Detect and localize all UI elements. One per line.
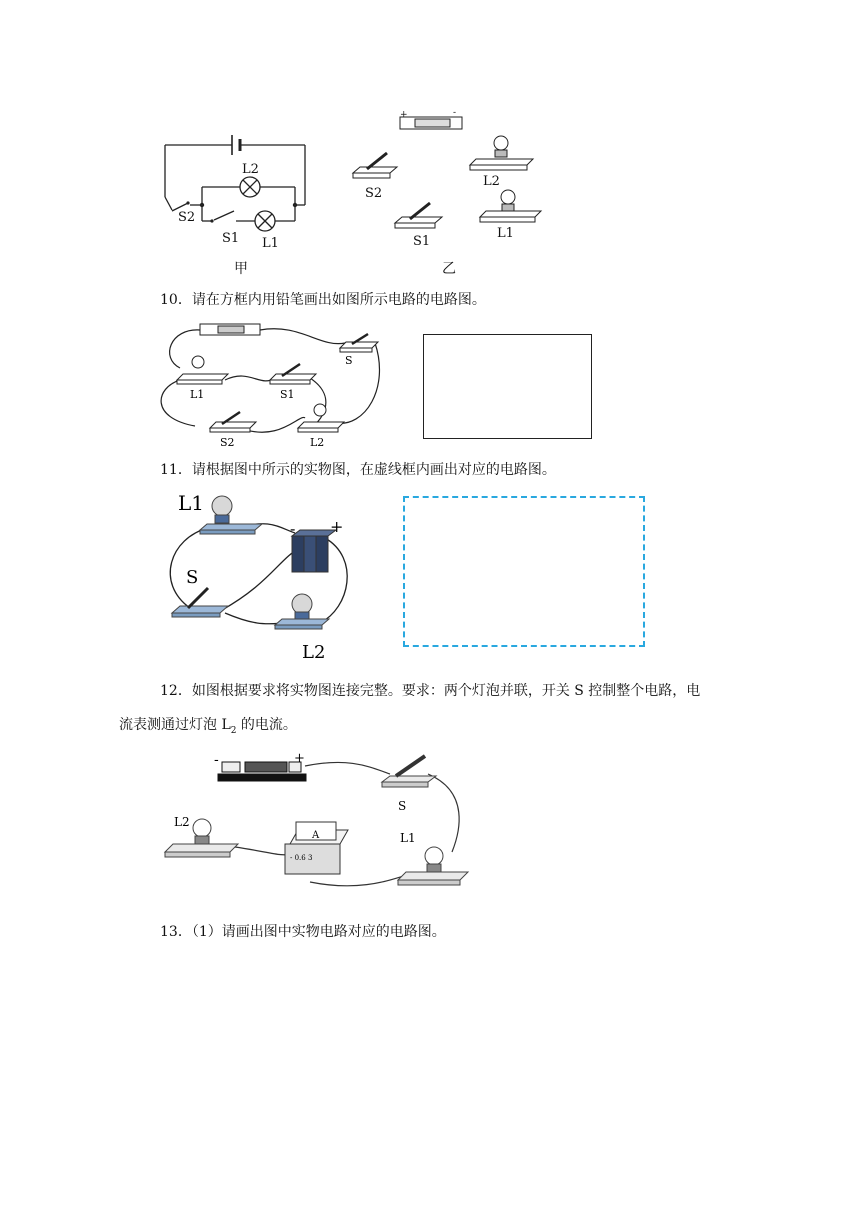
q11-answer-dashed-box (403, 496, 645, 647)
q10-S2-label: S2 (220, 436, 235, 449)
q12-ammeter-A-label: A (312, 830, 320, 841)
q12-line2-pre: 流表测通过灯泡 L (119, 717, 231, 733)
yi-L1-label: L1 (497, 226, 514, 241)
q11-minus-label: - (290, 519, 296, 538)
q11-circuit-figure (150, 488, 370, 663)
caption-jia: 甲 (234, 261, 248, 277)
q10-circuit-figure (150, 318, 390, 453)
question-12-line2 (119, 714, 297, 736)
q12-circuit-figure (160, 752, 480, 897)
figure-yi-components (345, 105, 545, 255)
yi-S1-label: S1 (413, 234, 431, 249)
jia-S1-label: S1 (222, 231, 240, 246)
q12-line2-post: 的电流。 (236, 717, 297, 733)
q12-L1-label: L1 (400, 831, 416, 845)
q11-L2-label: L2 (302, 642, 326, 663)
yi-S2-label: S2 (365, 186, 383, 201)
q11-L1-label: L1 (178, 491, 205, 515)
yi-L2-label: L2 (483, 174, 500, 189)
q10-L2-label: L2 (310, 436, 325, 449)
question-10-text: 10．请在方框内用铅笔画出如图所示电路的电路图。 (160, 292, 486, 308)
q12-ammeter-scale: - 0.6 3 (290, 854, 313, 862)
q12-S-label: S (398, 799, 407, 813)
q12-minus-label: - (214, 752, 219, 768)
q12-L2-label: L2 (174, 815, 190, 829)
svg-text:-: - (453, 108, 457, 118)
caption-yi: 乙 (442, 261, 456, 277)
q10-S1-label: S1 (280, 388, 295, 401)
q12-plus-label: + (294, 752, 305, 766)
figure-jia-schematic (150, 125, 325, 275)
q10-S-label: S (345, 354, 353, 367)
svg-text:+: + (400, 110, 408, 120)
question-11-text: 11．请根据图中所示的实物图，在虚线框内画出对应的电路图。 (160, 462, 556, 478)
q11-S-label: S (186, 567, 199, 588)
question-13-text: 13．（1）请画出图中实物电路对应的电路图。 (160, 924, 446, 940)
jia-L2-label: L2 (242, 162, 259, 177)
q10-L1-label: L1 (190, 388, 205, 401)
question-12-line1: 12．如图根据要求将实物图连接完整。要求：两个灯泡并联，开关 S 控制整个电路，电 (160, 683, 701, 699)
jia-L1-label: L1 (262, 236, 279, 251)
q10-answer-box (423, 334, 592, 439)
jia-S2-label: S2 (178, 210, 196, 225)
q12-line2-sub: 2 (230, 725, 237, 736)
q11-plus-label: + (330, 517, 344, 536)
